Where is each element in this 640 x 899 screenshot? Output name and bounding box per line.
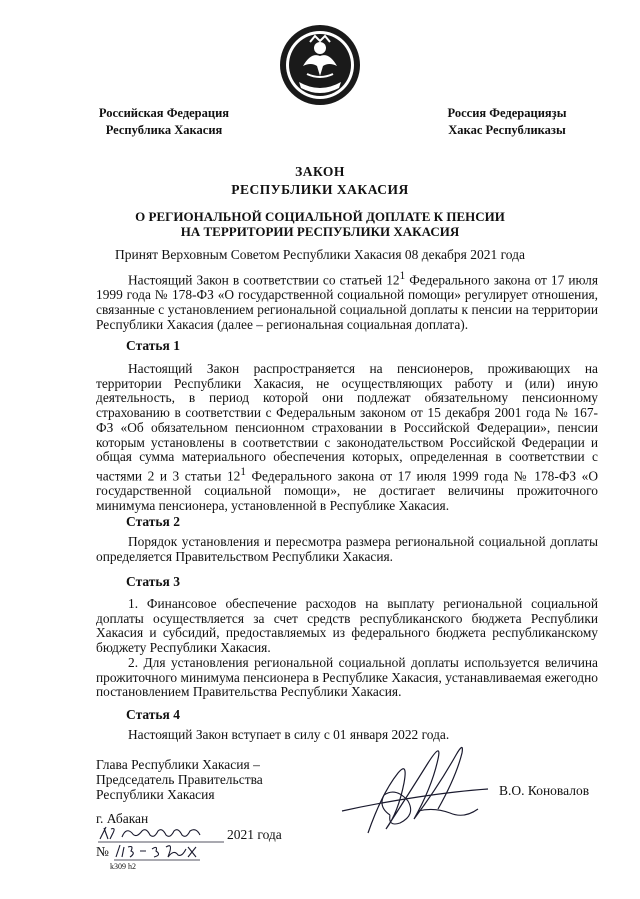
- preamble-text-2: Федерального закона от 17 июля 1999 года № 178-ФЗ «О государственной социальной помощи» регулирует отношения, связанные с установлением региональной социальной доплаты к пенсии на территории Республики Хакасия (далее – региональная социальная доплата).: [96, 272, 599, 332]
- article-3-paragraph-1: 1. Финансовое обеспечение расходов на выплату региональной социальной доплаты осуществляется за счет средств республиканского бюджета Республики Хакасия и субсидий, предоставляемых из федерального бюджета республиканскому бюджету Республики Хакасия.: [96, 596, 598, 656]
- law-subject-title: [0, 209, 640, 239]
- date-year: 2021 года: [227, 827, 282, 842]
- article-1-paragraph: [96, 362, 598, 514]
- signatory-name: В.О. Коновалов: [499, 783, 590, 798]
- article-2-body: [96, 535, 598, 564]
- signatory-title-line-1: Глава Республики Хакасия –: [96, 757, 260, 772]
- article-3-body: [96, 597, 598, 700]
- article-1-superscript: 1: [240, 465, 246, 478]
- adoption-statement: Принят Верховным Советом Республики Хакасия 08 декабря 2021 года: [115, 247, 525, 262]
- preamble-superscript: 1: [399, 270, 406, 282]
- article-4-heading: Статья 4: [126, 707, 180, 722]
- document-code: k309 h2: [110, 862, 136, 871]
- doc-issuer-title: РЕСПУБЛИКИ ХАКАСИЯ: [231, 182, 409, 197]
- article-1-heading: Статья 1: [126, 338, 180, 353]
- signatory-title-line-3: Республики Хакасия: [96, 787, 215, 802]
- header-right-country: Россия Федерацияҙы: [447, 106, 567, 120]
- law-subject-line-1: О РЕГИОНАЛЬНОЙ СОЦИАЛЬНОЙ ДОПЛАТЕ К ПЕНСИИ: [135, 209, 505, 224]
- signatory-title-line-2: Председатель Правительства: [96, 772, 263, 787]
- signatory-title: [96, 757, 263, 802]
- header-left: [84, 105, 244, 139]
- article-3-paragraph-2: 2. Для установления региональной социальной доплаты используется величина прожиточного минимума пенсионера в Республике Хакасия, устанавливаемая ежегодно постановлением Правительства Республики Хакасия.: [96, 654, 598, 700]
- article-4-paragraph: Настоящий Закон вступает в силу с 01 января 2022 года.: [128, 727, 450, 742]
- handwritten-number: [112, 841, 202, 863]
- article-1-body: [96, 362, 598, 514]
- coat-of-arms-icon: [277, 22, 363, 108]
- article-3-heading: Статья 3: [126, 574, 180, 589]
- preamble-paragraph: [96, 269, 598, 332]
- article-2-paragraph: Порядок установления и пересмотра размера региональной социальной доплаты определяется Правительством Республики Хакасия.: [96, 534, 598, 564]
- preamble: [96, 269, 598, 332]
- handwritten-signature: [338, 733, 498, 843]
- law-subject-line-2: НА ТЕРРИТОРИИ РЕСПУБЛИКИ ХАКАСИЯ: [180, 224, 460, 239]
- number-label: №: [96, 844, 109, 859]
- place-of-signing: г. Абакан: [96, 811, 149, 826]
- article-2-heading: Статья 2: [126, 514, 180, 529]
- doc-type-title: ЗАКОН: [295, 164, 345, 179]
- header-right: [432, 105, 582, 139]
- header-left-republic: Республика Хакасия: [105, 123, 223, 137]
- header-right-republic: Хакас Республиказы: [448, 123, 566, 137]
- law-number: [96, 841, 256, 863]
- header-left-country: Российская Федерация: [98, 106, 230, 120]
- article-1-text-1: Настоящий Закон распространяется на пенсионеров, проживающих на территории Республики Хакасия, не осуществляющих работу и (или) иную деятельность, в период которой они подлежат обязательному пенсионному страхованию в соответствии с Федеральным законом от 15 декабря 2001 года № 167-ФЗ «Об обязательном пенсионном страховании в Российской Федерации», пенсии которым установлены в соответствии с законодательством Российской Федерации и общая сумма материального обеспечения которых, определенная в соответствии с частями 2 и 3 статьи 12: [96, 361, 598, 484]
- preamble-text-1: Настоящий Закон в соответствии со статьей 12: [128, 272, 400, 288]
- article-1-text-2: Федерального закона от 17 июля 1999 года № 178-ФЗ «О государственной социальной помощи», не достигает величины прожиточного минимума пенсионера, установленной в Республике Хакасия.: [96, 468, 599, 513]
